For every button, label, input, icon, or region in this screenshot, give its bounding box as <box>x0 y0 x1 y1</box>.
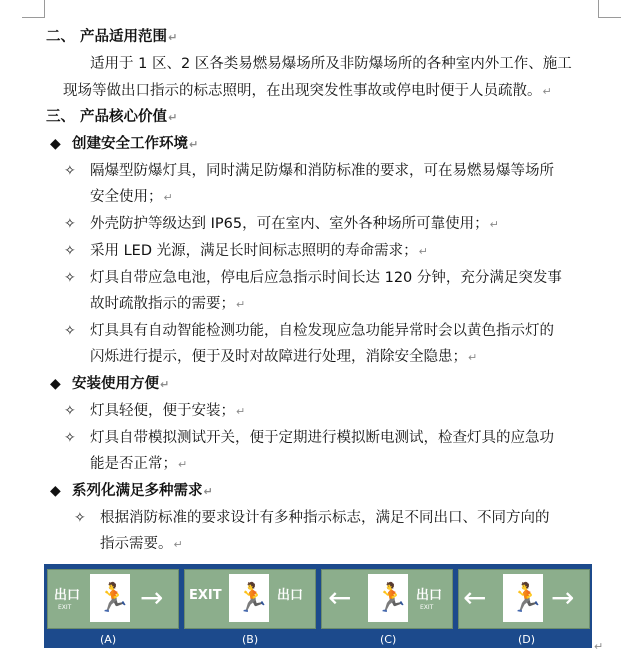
list-item: ✧ 灯具具有自动智能检测功能，自检发现应急功能异常时会以黄色指示灯的 <box>64 320 554 342</box>
exit-sign-c: ← 🏃 出口 EXIT <box>321 569 453 629</box>
list-item: ✧ 灯具自带模拟测试开关，便于定期进行模拟断电测试，检查灯具的应急功 <box>64 427 554 449</box>
hollow-diamond-icon: ✧ <box>64 216 76 232</box>
section2-body-line2-text: 现场等做出口指示的标志照明，在出现突发性事故或停电时便于人员疏散。 <box>63 83 542 99</box>
crop-mark-top-right <box>598 0 599 18</box>
hollow-diamond-icon: ✧ <box>64 163 76 179</box>
section2-heading-text: 二、 产品适用范围 <box>46 29 168 45</box>
exit-sign-b: EXIT 🏃 出口 <box>184 569 316 629</box>
group-title-install: ◆ 安装使用方便↵ <box>50 373 169 395</box>
list-item: ✧ 根据消防标准的要求设计有多种指示标志，满足不同出口、不同方向的 <box>74 507 550 529</box>
crop-mark-top-right-h <box>598 17 621 18</box>
hollow-diamond-icon: ✧ <box>64 430 76 446</box>
list-item: ✧ 隔爆型防爆灯具，同时满足防爆和消防标准的要求，可在易燃易爆等场所 <box>64 160 554 182</box>
list-item-continuation: 安全使用；↵ <box>90 189 173 205</box>
paragraph-mark-icon: ↵ <box>418 245 428 258</box>
hollow-diamond-icon: ✧ <box>74 510 86 526</box>
hollow-diamond-icon: ✧ <box>64 403 76 419</box>
paragraph-mark-icon: ↵ <box>178 458 188 471</box>
section3-heading-text: 三、 产品核心价值 <box>46 109 168 125</box>
paragraph-mark-icon: ↵ <box>468 351 478 364</box>
caption-a: (A) <box>100 633 117 646</box>
black-diamond-icon: ◆ <box>50 483 61 499</box>
running-man-icon: 🏃 <box>374 581 409 614</box>
paragraph-mark-icon: ↵ <box>542 85 552 98</box>
caption-d: (D) <box>518 633 536 646</box>
arrow-right-icon: → <box>140 581 164 614</box>
hollow-diamond-icon: ✧ <box>64 323 76 339</box>
list-item: ✧ 采用 LED 光源，满足长时间标志照明的寿命需求；↵ <box>64 240 428 262</box>
exit-sign-a: 出口 EXIT 🏃 → <box>47 569 179 629</box>
list-item-continuation: 能是否正常；↵ <box>90 456 188 472</box>
arrow-left-icon: ← <box>463 581 487 614</box>
paragraph-mark-icon: ↵ <box>203 485 213 498</box>
section3-heading <box>46 106 177 128</box>
caption-c: (C) <box>380 633 397 646</box>
running-man-icon: 🏃 <box>509 581 544 614</box>
black-diamond-icon: ◆ <box>50 136 61 152</box>
hollow-diamond-icon: ✧ <box>64 243 76 259</box>
running-man-icon: 🏃 <box>235 581 270 614</box>
list-item-continuation: 指示需要。↵ <box>100 536 183 552</box>
paragraph-mark-icon: ↵ <box>189 138 199 151</box>
section2-body-line1: 适用于 1 区、2 区各类易燃易爆场所及非防爆场所的各种室内外工作、施工 <box>90 56 572 72</box>
paragraph-mark-icon: ↵ <box>236 298 246 311</box>
paragraph-mark-icon: ↵ <box>163 191 173 204</box>
section2-heading <box>46 26 177 48</box>
running-man-icon: 🏃 <box>96 581 131 614</box>
exit-signs-image <box>44 564 592 648</box>
paragraph-mark-icon: ↵ <box>594 640 604 653</box>
black-diamond-icon: ◆ <box>50 376 61 392</box>
paragraph-mark-icon: ↵ <box>173 538 183 551</box>
arrow-right-icon: → <box>551 581 575 614</box>
group-title-safety: ◆ 创建安全工作环境↵ <box>50 133 198 155</box>
hollow-diamond-icon: ✧ <box>64 270 76 286</box>
list-item: ✧ 灯具轻便，便于安装；↵ <box>64 400 245 422</box>
list-item-continuation: 闪烁进行提示，便于及时对故障进行处理，消除安全隐患；↵ <box>90 349 478 365</box>
paragraph-mark-icon: ↵ <box>168 31 178 44</box>
list-item: ✧ 外壳防护等级达到 IP65，可在室内、室外各种场所可靠使用；↵ <box>64 213 499 235</box>
crop-mark-top-left-h <box>22 17 45 18</box>
list-item: ✧ 灯具自带应急电池，停电后应急指示时间长达 120 分钟，充分满足突发事 <box>64 267 562 289</box>
section2-body-line2 <box>63 80 552 102</box>
exit-sign-d <box>458 569 590 629</box>
arrow-left-icon: ← <box>328 581 352 614</box>
paragraph-mark-icon: ↵ <box>168 111 178 124</box>
crop-mark-top-left <box>44 0 45 18</box>
paragraph-mark-icon: ↵ <box>489 218 499 231</box>
paragraph-mark-icon: ↵ <box>160 378 170 391</box>
paragraph-mark-icon: ↵ <box>236 405 246 418</box>
caption-b: (B) <box>242 633 259 646</box>
group-title-series: ◆ 系列化满足多种需求↵ <box>50 480 213 502</box>
list-item-continuation: 故时疏散指示的需要；↵ <box>90 296 246 312</box>
